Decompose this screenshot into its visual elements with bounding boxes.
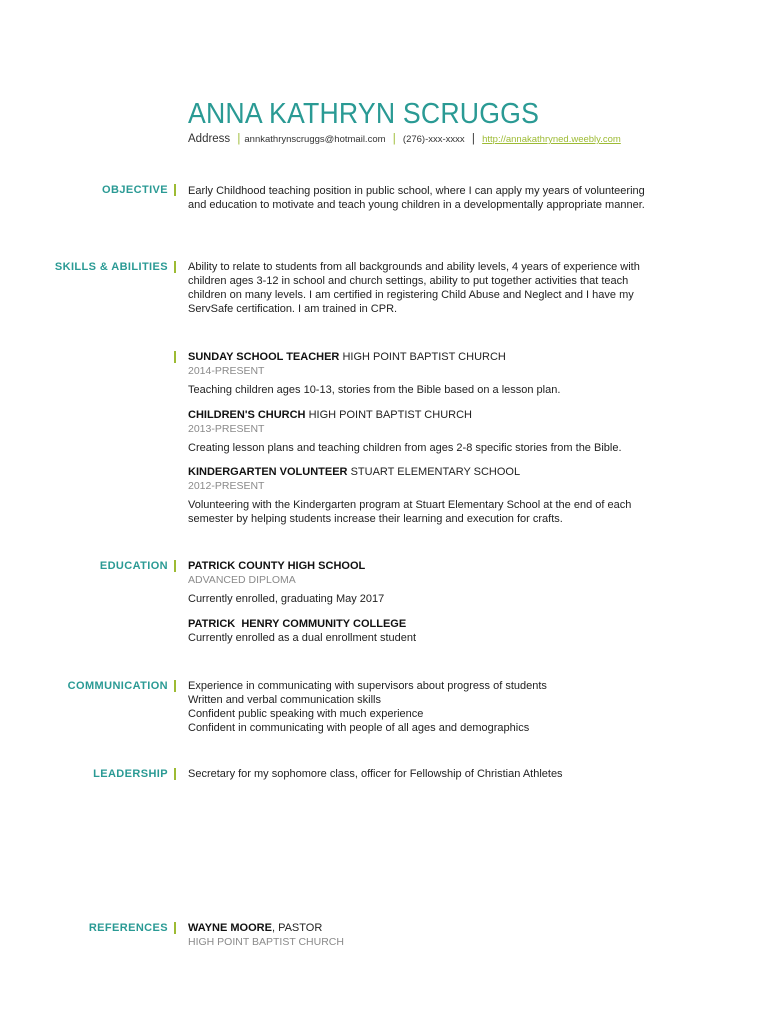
job-description: Teaching children ages 10-13, stories from the Bible based on a lesson plan. bbox=[188, 384, 561, 396]
objective-text: Early Childhood teaching position in public school, where I can apply my years of volunteering and education to motivate and teach young children in a developmentally appropriate manner. bbox=[188, 185, 645, 211]
separator: | bbox=[392, 133, 396, 145]
education-item bbox=[188, 617, 658, 645]
section-divider bbox=[174, 680, 176, 692]
communication-item: Experience in communicating with supervisors about progress of students bbox=[188, 680, 547, 692]
section-label-references: REFERENCES bbox=[88, 922, 168, 934]
separator: | bbox=[471, 133, 475, 145]
job-description: Volunteering with the Kindergarten program at Stuart Elementary School at the end of each semester by helping students increase their learning and execution for crafts. bbox=[188, 499, 632, 525]
job-title: SUNDAY SCHOOL TEACHER bbox=[188, 351, 340, 363]
phone: (276)-xxx-xxxx bbox=[402, 134, 465, 145]
section-label-skills: SKILLS & ABILITIES bbox=[54, 261, 168, 273]
section-divider bbox=[174, 560, 176, 572]
communication-list bbox=[188, 679, 658, 735]
skills-text: Ability to relate to students from all backgrounds and ability levels, 4 years of experience with children ages 3-12 in school and church settings, ability to put together activities that teach children on many levels. I am certified in registering Child Abuse and Neglect and I have my ServSafe certification. I am trained in CPR. bbox=[188, 261, 640, 315]
leadership-text: Secretary for my sophomore class, officer for Fellowship of Christian Athletes bbox=[188, 768, 563, 780]
separator: | bbox=[237, 133, 241, 145]
education-detail: Currently enrolled, graduating May 2017 bbox=[188, 593, 385, 605]
contact-line bbox=[188, 133, 621, 145]
section-label-objective: OBJECTIVE bbox=[102, 184, 168, 196]
job-organization: HIGH POINT BAPTIST CHURCH bbox=[342, 351, 506, 363]
experience-item bbox=[188, 408, 658, 455]
section-label-leadership: LEADERSHIP bbox=[93, 768, 168, 780]
job-dates: 2014-PRESENT bbox=[188, 365, 265, 377]
section-divider bbox=[174, 184, 176, 196]
education-item bbox=[188, 559, 658, 606]
degree: ADVANCED DIPLOMA bbox=[188, 574, 296, 586]
job-organization: HIGH POINT BAPTIST CHURCH bbox=[308, 409, 472, 421]
communication-item: Confident public speaking with much experience bbox=[188, 708, 424, 720]
reference-role: , PASTOR bbox=[271, 922, 323, 934]
communication-item: Written and verbal communication skills bbox=[188, 694, 381, 706]
experience-item bbox=[188, 350, 658, 397]
email: annkathrynscruggs@hotmail.com bbox=[244, 134, 386, 145]
reference-name: WAYNE MOORE bbox=[188, 922, 272, 934]
section-label-communication: COMMUNICATION bbox=[67, 680, 168, 692]
job-description: Creating lesson plans and teaching children from ages 2-8 specific stories from the Bible. bbox=[188, 442, 622, 454]
job-title: KINDERGARTEN VOLUNTEER bbox=[188, 466, 348, 478]
education-detail: Currently enrolled as a dual enrollment student bbox=[188, 632, 417, 644]
job-organization: STUART ELEMENTARY SCHOOL bbox=[350, 466, 521, 478]
section-divider bbox=[174, 922, 176, 934]
experience-item bbox=[188, 465, 658, 526]
reference-organization: HIGH POINT BAPTIST CHURCH bbox=[188, 936, 344, 948]
section-divider bbox=[174, 261, 176, 273]
section-divider bbox=[174, 768, 176, 780]
reference-item bbox=[188, 921, 658, 949]
school-name: PATRICK COUNTY HIGH SCHOOL bbox=[188, 560, 366, 572]
communication-item: Confident in communicating with people of all ages and demographics bbox=[188, 722, 530, 734]
website-link[interactable]: http://annakathryned.weebly.com bbox=[482, 134, 621, 145]
job-dates: 2012-PRESENT bbox=[188, 480, 265, 492]
section-label-education: EDUCATION bbox=[99, 560, 168, 572]
section-divider bbox=[174, 351, 176, 363]
school-name: PATRICK HENRY COMMUNITY COLLEGE bbox=[188, 618, 407, 630]
address-label: Address bbox=[188, 133, 231, 145]
job-title: CHILDREN'S CHURCH bbox=[188, 409, 306, 421]
job-dates: 2013-PRESENT bbox=[188, 423, 265, 435]
candidate-name: ANNA KATHRYN SCRUGGS bbox=[188, 98, 540, 130]
